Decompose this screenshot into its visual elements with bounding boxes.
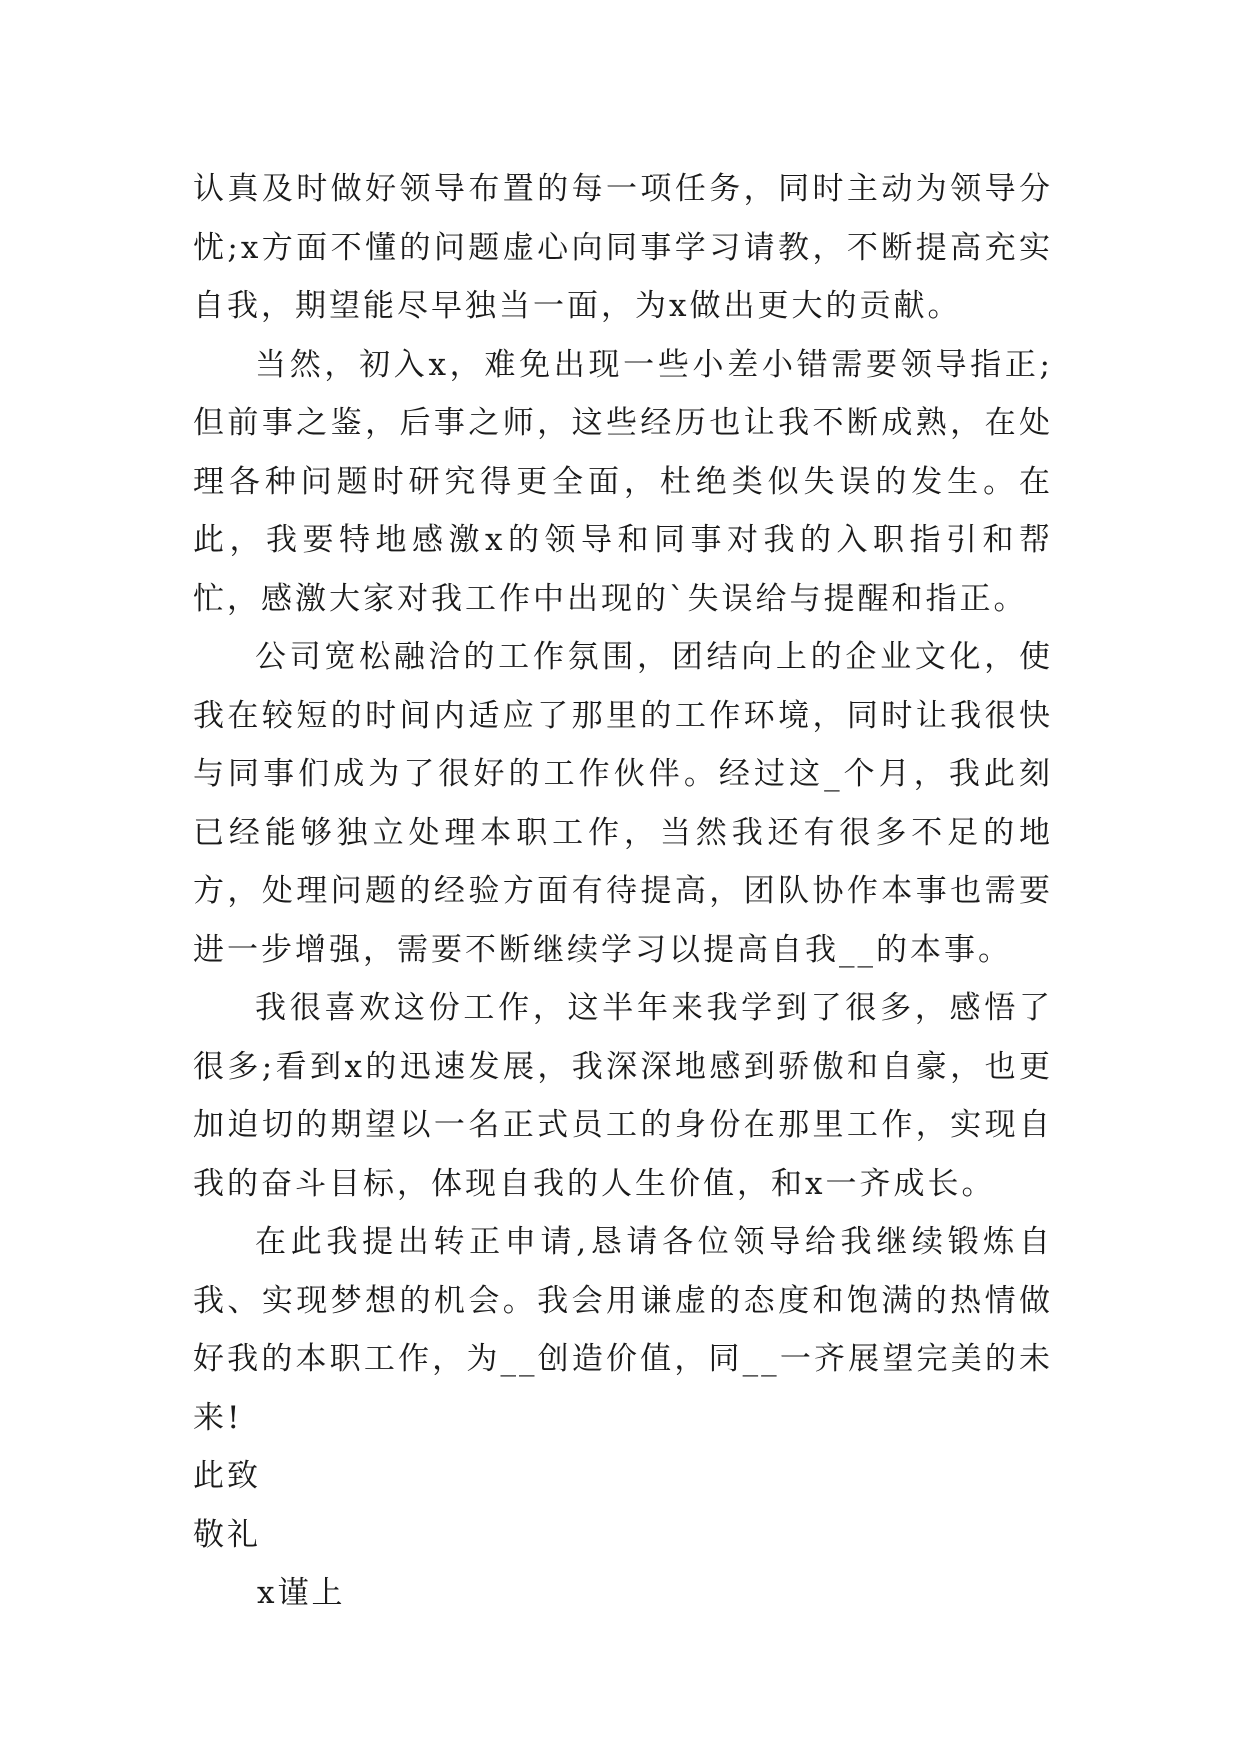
paragraph: 公司宽松融洽的工作氛围，团结向上的企业文化，使我在较短的时间内适应了那里的工作环境，同时让我很快与同事们成为了很好的工作伙伴。经过这_个月，我此刻已经能够独立处理本职工作，当然我还有很多不足的地方，处理问题的经验方面有待提高，团队协作本事也需要进一步增强，需要不断继续学习以提高自我__的本事。 — [193, 639, 1053, 968]
paragraph: 在此我提出转正申请,恳请各位领导给我继续锻炼自我、实现梦想的机会。我会用谦虚的态度和饱满的热情做好我的本职工作，为__创造价值，同__一齐展望完美的未来! — [193, 1224, 1053, 1436]
paragraph-continued: 认真及时做好领导布置的每一项任务，同时主动为领导分忧;x方面不懂的问题虚心向同事学习请教，不断提高充实自我，期望能尽早独当一面，为x做出更大的贡献。 — [193, 171, 1053, 324]
closing-salutation: 此致 — [193, 1458, 261, 1494]
paragraph: 当然，初入x，难免出现一些小差小错需要领导指正;但前事之鉴，后事之师，这些经历也让我不断成熟，在处理各种问题时研究得更全面，杜绝类似失误的发生。在此，我要特地感激x的领导和同事对我的入职指引和帮忙，感激大家对我工作中出现的`失误给与提醒和指正。 — [193, 346, 1053, 617]
closing-regards: 敬礼 — [193, 1516, 261, 1553]
document-body — [193, 160, 1053, 1623]
paragraph: 我很喜欢这份工作，这半年来我学到了很多，感悟了很多;看到x的迅速发展，我深深地感到骄傲和自豪，也更加迫切的期望以一名正式员工的身份在那里工作，实现自我的奋斗目标，体现自我的人生价值，和x一齐成长。 — [193, 990, 1053, 1202]
signature: x谨上 — [257, 1575, 346, 1611]
